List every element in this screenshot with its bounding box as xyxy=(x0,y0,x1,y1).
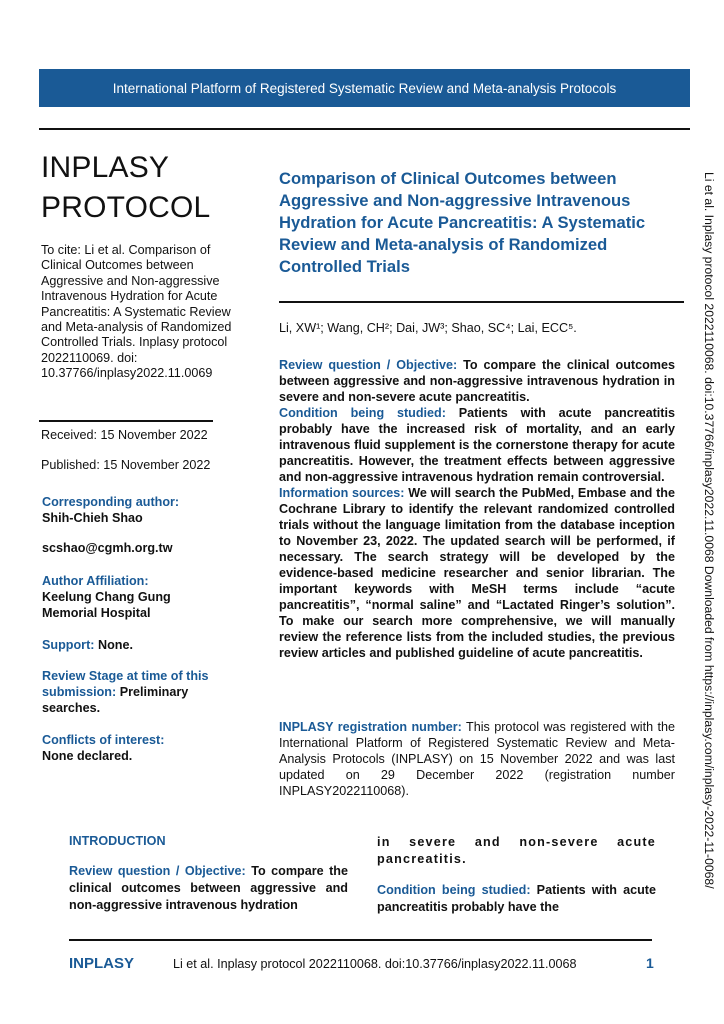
conflicts xyxy=(42,732,164,764)
brand-title xyxy=(41,148,210,228)
header-banner xyxy=(39,69,690,107)
review-stage xyxy=(42,668,232,716)
footer-brand: INPLASY xyxy=(69,955,135,972)
abstract-question-label: Review question / Objective: xyxy=(279,358,458,372)
abstract-sources xyxy=(279,485,675,661)
intro-condition-text: Patients with acute pancreatitis probably have the xyxy=(377,883,656,914)
side-download-note xyxy=(702,172,716,902)
abstract-question xyxy=(279,357,675,405)
brand-line-2: PROTOCOL xyxy=(41,191,211,224)
intro-question-text: To compare the clinical outcomes between aggressive and non-aggressive intravenous hydration xyxy=(69,864,349,912)
left-divider xyxy=(39,420,213,422)
page-number: 1 xyxy=(646,955,654,971)
abstract xyxy=(279,357,675,661)
footer-citation: Li et al. Inplasy protocol 2022110068. doi:10.37766/inplasy2022.11.0068 xyxy=(173,957,577,971)
registration xyxy=(279,719,675,799)
citation-text: To cite: Li et al. Comparison of Clinical Outcomes between Aggressive and Non-aggressive Intravenous Hydration for Acute Pancreatitis: A Systematic Review and Meta-analysis of Randomized Controlled Trials. Inplasy protocol 2022110069. doi: 10.37766/inplasy2022.11.0069 xyxy=(41,243,232,381)
intro-heading: INTRODUCTION xyxy=(69,834,166,848)
corresponding-label: Corresponding author: xyxy=(42,495,180,509)
intro-left-column xyxy=(69,833,348,914)
intro-question-cont: in severe and non-severe acute pancreatitis. xyxy=(377,835,656,866)
abstract-question-text: To compare the clinical outcomes between aggressive and non-aggressive intravenous hydration in severe and non-severe acute pancreatitis. xyxy=(279,358,675,404)
abstract-sources-text: We will search the PubMed, Embase and the Cochrane Library to identify the relevant randomized controlled trials without the language limitation from the database inception to November 23, 2022. The updated search will be performed, if necessary. The search strategy will be developed by the evidence-based medicine researcher and senior librarian. The important keywords with MeSH terms include “acute pancreatitis”, “normal saline” and “Lactated Ringer’s solution”. To make our search more comprehensive, we will manually review the reference lists from the included studies, the previous review articles and published guideline of acute pancreatitis. xyxy=(279,486,675,660)
brand-line-1: INPLASY xyxy=(41,151,170,184)
corresponding-author xyxy=(42,494,179,556)
footer-divider xyxy=(69,939,652,941)
intro-question xyxy=(69,863,348,914)
published-date: Published: 15 November 2022 xyxy=(41,458,211,472)
corresponding-name: Shih-Chieh Shao xyxy=(42,511,143,525)
support xyxy=(42,637,133,653)
support-label: Support: xyxy=(42,638,95,652)
author-affiliation xyxy=(42,573,192,621)
review-stage-label: Review Stage at time of this submission: xyxy=(42,669,209,699)
affiliation-value: Keelung Chang Gung Memorial Hospital xyxy=(42,590,171,620)
abstract-condition-label: Condition being studied: xyxy=(279,406,446,420)
abstract-condition-text: Patients with acute pancreatitis probably have the increased risk of mortality, and an early intravenous fluid supplement is the cornerstone therapy for acute pancreatitis. However, the treatment effects between aggressive and non-aggressive intravenous hydration remain controversial. xyxy=(279,406,676,484)
article-title: Comparison of Clinical Outcomes between Aggressive and Non-aggressive Intravenous Hydration for Acute Pancreatitis: A Systematic Review and Meta-analysis of Randomized Controlled Trials xyxy=(279,169,646,276)
abstract-sources-label: Information sources: xyxy=(279,486,405,500)
author-list: Li, XW¹; Wang, CH²; Dai, JW³; Shao, SC⁴; Lai, ECC⁵. xyxy=(279,321,577,335)
intro-condition-label: Condition being studied: xyxy=(377,883,531,897)
conflicts-value: None declared. xyxy=(42,749,133,763)
conflicts-label: Conflicts of interest: xyxy=(42,733,165,747)
received-date: Received: 15 November 2022 xyxy=(41,428,208,442)
support-value: None. xyxy=(97,638,133,652)
registration-text: This protocol was registered with the International Platform of Registered Systematic Review and Meta-Analysis Protocols (INPLASY) on 15 November 2022 and was last updated on 29 December 2022 (registration number INPLASY2022110068). xyxy=(279,720,675,798)
review-stage-value: Preliminary searches. xyxy=(42,685,189,715)
intro-condition xyxy=(377,882,656,916)
side-download-text: Li et al. Inplasy protocol 2022110068. doi:10.37766/inplasy2022.11.0068 Downloaded from https://inplasy.com/inplasy-2022-11-0068/ xyxy=(702,172,716,889)
intro-question-label: Review question / Objective: xyxy=(69,864,246,878)
top-divider xyxy=(39,128,690,130)
registration-label: INPLASY registration number: xyxy=(279,720,462,734)
intro-right-column xyxy=(377,834,656,916)
corresponding-email[interactable]: scshao@cgmh.org.tw xyxy=(42,541,173,555)
affiliation-label: Author Affiliation: xyxy=(42,574,149,588)
banner-text: International Platform of Registered Systematic Review and Meta-analysis Protocols xyxy=(112,80,617,96)
title-divider xyxy=(279,301,684,303)
abstract-condition xyxy=(279,405,675,485)
